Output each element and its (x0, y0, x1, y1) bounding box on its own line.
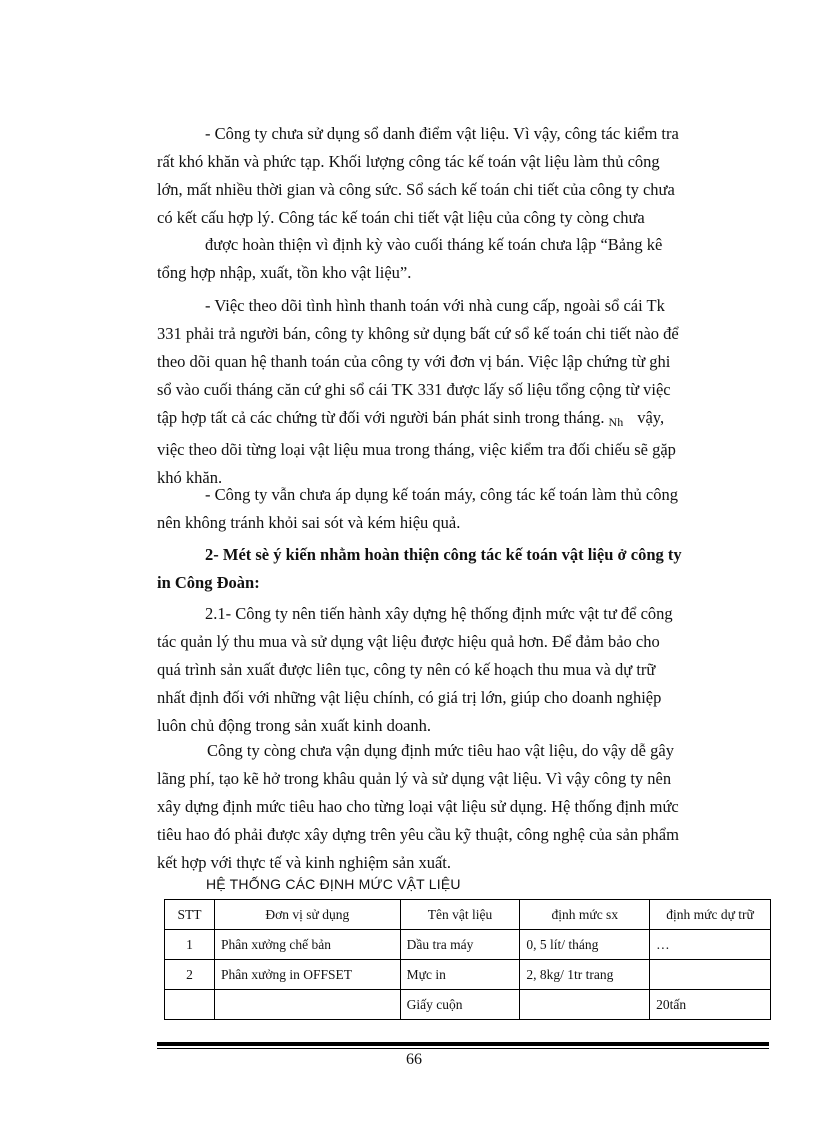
text-line: theo dõi quan hệ thanh toán của công ty với đơn vị bán. Việc lập chứng từ ghi (157, 352, 671, 371)
footer-rule-thin (157, 1048, 769, 1049)
paragraph-consumption-norms (157, 737, 770, 877)
text-fragment-nh: Nh (608, 415, 624, 429)
table-row (165, 990, 771, 1020)
table-header-row (165, 900, 771, 930)
table-cell: 2, 8kg/ 1tr trang (520, 960, 650, 990)
text-line: tổng hợp nhập, xuất, tồn kho vật liệu”. (157, 263, 412, 282)
text-line: kết hợp với thực tế và kinh nghiệm sản xuất. (157, 853, 452, 872)
table-cell: … (650, 930, 771, 960)
table-title: HỆ THỐNG CÁC ĐỊNH MỨC VẬT LIỆU (206, 876, 461, 892)
header-material: Tên vật liệu (400, 900, 520, 930)
text-line: khó khăn. (157, 468, 223, 487)
text-line: 331 phải trả người bán, công ty không sử dụng bất cứ sổ kế toán chi tiết nào để (157, 324, 679, 343)
text-line (157, 404, 770, 436)
table-cell: Phân xưởng chế bản (214, 930, 400, 960)
text-line: xây dựng định mức tiêu hao cho từng loại vật liệu sử dụng. Hệ thống định mức (157, 797, 679, 816)
table-cell: Phân xưởng in OFFSET (214, 960, 400, 990)
table-cell: Dầu tra máy (400, 930, 520, 960)
paragraph-manual-accounting (157, 481, 770, 537)
section-heading (157, 541, 770, 597)
page-number: 66 (406, 1051, 422, 1068)
table-cell: 2 (165, 960, 215, 990)
table-cell: Giấy cuộn (400, 990, 520, 1020)
table-cell (165, 990, 215, 1020)
paragraph-material-norms (157, 600, 770, 740)
text-fragment: vậy, (637, 408, 665, 427)
text-line: - Công ty vẫn chưa áp dụng kế toán máy, công tác kế toán làm thủ công (205, 485, 678, 504)
header-unit: Đơn vị sử dụng (214, 900, 400, 930)
paragraph-supplier-payments (157, 292, 770, 492)
text-line: quá trình sản xuất được liên tục, công ty nên có kế hoạch thu mua và dự trữ (157, 660, 656, 679)
table-cell (214, 990, 400, 1020)
text-line: tiêu hao đó phải được xây dựng trên yêu cầu kỹ thuật, công nghệ của sản phẩm (157, 825, 679, 844)
paragraph-summary-table-note (157, 231, 770, 287)
text-line: lớn, mất nhiều thời gian và công sức. Sổ sách kế toán chi tiết của công ty chưa (157, 180, 675, 199)
header-reserve-norm: định mức dự trữ (650, 900, 771, 930)
table-cell (520, 990, 650, 1020)
text-line: rất khó khăn và phức tạp. Khối lượng công tác kế toán vật liệu làm thủ công (157, 152, 660, 171)
text-line: nên không tránh khỏi sai sót và kém hiệu quả. (157, 513, 461, 532)
text-line: nhất định đối với những vật liệu chính, có giá trị lớn, giúp cho doanh nghiệp (157, 688, 662, 707)
table-cell (650, 960, 771, 990)
table-cell: 0, 5 lít/ tháng (520, 930, 650, 960)
text-line: sổ vào cuối tháng căn cứ ghi sổ cái TK 331 được lấy số liệu tổng cộng từ việc (157, 380, 671, 399)
text-fragment: tập hợp tất cả các chứng từ đối với người bán phát sinh trong tháng. (157, 408, 605, 427)
paragraph-material-catalog (157, 120, 770, 232)
heading-line: in Công Đoàn: (157, 573, 260, 592)
table-row (165, 930, 771, 960)
table-row (165, 960, 771, 990)
material-norms-table (164, 899, 771, 1020)
text-line: 2.1- Công ty nên tiến hành xây dựng hệ thống định mức vật tư để công (205, 604, 673, 623)
text-line: lãng phí, tạo kẽ hở trong khâu quản lý và sử dụng vật liệu. Vì vậy công ty nên (157, 769, 672, 788)
table-cell: Mực in (400, 960, 520, 990)
text-line: có kết cấu hợp lý. Công tác kế toán chi tiết vật liệu của công ty còng chưa (157, 208, 645, 227)
text-line: luôn chủ động trong sản xuất kinh doanh. (157, 716, 432, 735)
text-line: việc theo dõi từng loại vật liệu mua trong tháng, việc kiểm tra đối chiếu sẽ gặp (157, 440, 676, 459)
heading-line: 2- Mét sè ý kiến nhằm hoàn thiện công tác kế toán vật liệu ở công ty (205, 545, 682, 564)
table-cell: 20tấn (650, 990, 771, 1020)
text-line: - Việc theo dõi tình hình thanh toán với nhà cung cấp, ngoài sổ cái Tk (205, 296, 665, 315)
text-line: Công ty còng chưa vận dụng định mức tiêu hao vật liệu, do vậy dễ gây (207, 741, 674, 760)
text-line: - Công ty chưa sử dụng sổ danh điểm vật liệu. Vì vậy, công tác kiểm tra (205, 124, 679, 143)
header-stt: STT (165, 900, 215, 930)
text-line: được hoàn thiện vì định kỳ vào cuối tháng kế toán chưa lập “Bảng kê (205, 235, 663, 254)
header-production-norm: định mức sx (520, 900, 650, 930)
footer-rule-thick (157, 1042, 769, 1046)
text-line: tác quản lý thu mua và sử dụng vật liệu được hiệu quả hơn. Để đảm bảo cho (157, 632, 660, 651)
table-cell: 1 (165, 930, 215, 960)
